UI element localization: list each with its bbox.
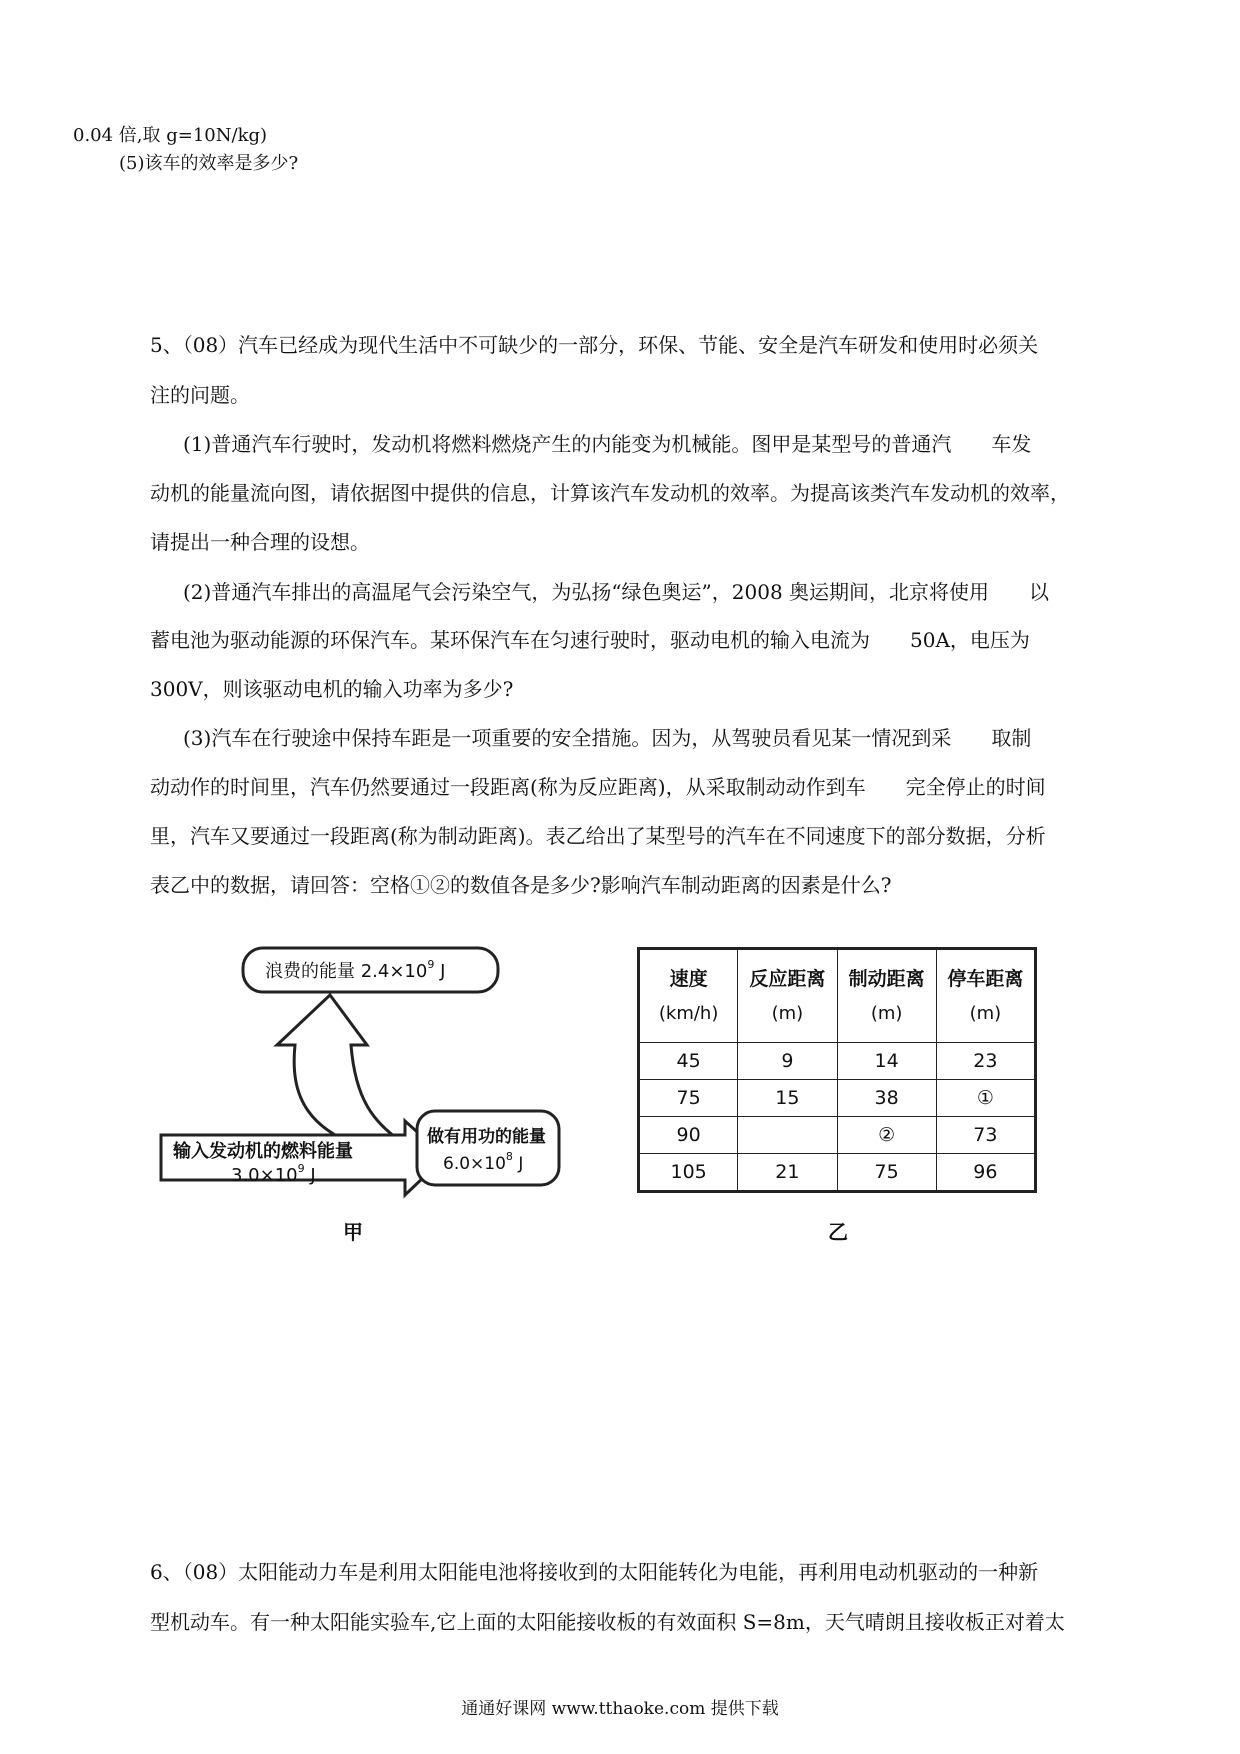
header-reaction-distance <box>738 949 837 1043</box>
input-energy-value: $3.0\times 10^9$ J <box>231 1162 316 1186</box>
table-cell: 90 <box>639 1117 738 1154</box>
question-5-part-3-line-4: 表乙中的数据，请回答：空格①②的数值各是多少?影响汽车制动距离的因素是什么? <box>150 873 892 897</box>
header-unit: (m) <box>870 1002 903 1024</box>
table-cell: 75 <box>639 1080 738 1117</box>
question-5-part-3-line-3: 里，汽车又要通过一段距离(称为制动距离)。表乙给出了某型号的汽车在不同速度下的部分数据，分析 <box>150 824 1046 848</box>
figure-jia-caption: 甲 <box>343 1220 363 1244</box>
table-header-row <box>639 949 1036 1043</box>
table-row <box>639 1080 1036 1117</box>
header-braking-distance <box>837 949 936 1043</box>
question-5-part-2-line-1: (2)普通汽车排出的高温尾气会污染空气，为弘扬“绿色奥运”，2008 奥运期间，北京将使用 以 <box>183 580 1050 604</box>
header-name: 停车距离 <box>947 967 1024 990</box>
table-cell: 73 <box>936 1117 1035 1154</box>
table-row <box>639 1154 1036 1192</box>
question-5-part-1-line-1: (1)普通汽车行驶时，发动机将燃料燃烧产生的内能变为机械能。图甲是某型号的普通汽 车发 <box>183 432 1032 456</box>
input-energy-label: 输入发动机的燃料能量 <box>173 1141 353 1162</box>
header-speed <box>639 949 738 1043</box>
question-5-part-3-line-1: (3)汽车在行驶途中保持车距是一项重要的安全措施。因为，从驾驶员看见某一情况到采 取制 <box>183 726 1032 750</box>
energy-flow-diagram <box>155 945 625 1235</box>
question-5-line-1: 5、（08）汽车已经成为现代生活中不可缺少的一部分，环保、节能、安全是汽车研发和使用时必须关 <box>150 333 1039 357</box>
line-continuation: 0.04 倍,取 g=10N/kg) <box>73 125 268 146</box>
table-cell <box>738 1117 837 1154</box>
question-6-line-1: 6、（08）太阳能动力车是利用太阳能电池将接收到的太阳能转化为电能，再利用电动机驱动的一种新 <box>150 1560 1039 1584</box>
question-5-part-3-line-2: 动动作的时间里，汽车仍然要通过一段距离(称为反应距离)，从采取制动动作到车 完全停止的时间 <box>150 775 1046 799</box>
table-cell: 15 <box>738 1080 837 1117</box>
table-cell: 23 <box>936 1043 1035 1080</box>
table-cell: 75 <box>837 1154 936 1192</box>
waste-energy-label: 浪费的能量 $2.4\times 10^9$ J <box>265 958 446 982</box>
table-cell: ② <box>837 1117 936 1154</box>
table-cell: ① <box>936 1080 1035 1117</box>
table-cell: 38 <box>837 1080 936 1117</box>
question-4-part-5: (5)该车的效率是多少? <box>119 153 299 174</box>
page-footer: 通通好课网 www.tthaoke.com 提供下载 <box>461 1699 779 1719</box>
braking-data-table <box>637 947 1037 1193</box>
table-cell: 21 <box>738 1154 837 1192</box>
question-6-line-2: 型机动车。有一种太阳能实验车,它上面的太阳能接收板的有效面积 S=8m，天气晴朗且接收板正对着太 <box>150 1610 1065 1634</box>
table-cell: 105 <box>639 1154 738 1192</box>
table-cell: 45 <box>639 1043 738 1080</box>
header-name: 反应距离 <box>749 967 826 990</box>
question-5-part-1-line-3: 请提出一种合理的设想。 <box>150 530 370 554</box>
header-unit: (km/h) <box>658 1002 719 1024</box>
table-row <box>639 1117 1036 1154</box>
useful-work-label: 做有用功的能量 <box>427 1127 546 1147</box>
question-5-part-2-line-2: 蓄电池为驱动能源的环保汽车。某环保汽车在匀速行驶时，驱动电机的输入电流为 50A，电压为 <box>150 628 1030 652</box>
header-name: 速度 <box>669 967 708 990</box>
table-cell: 14 <box>837 1043 936 1080</box>
header-unit: (m) <box>969 1002 1002 1024</box>
header-unit: (m) <box>771 1002 804 1024</box>
question-5-part-2-line-3: 300V，则该驱动电机的输入功率为多少? <box>150 677 514 701</box>
table-cell: 9 <box>738 1043 837 1080</box>
waste-arrow <box>277 995 415 1155</box>
useful-work-value: $6.0\times 10^8$ J <box>443 1150 524 1174</box>
table-cell: 96 <box>936 1154 1035 1192</box>
question-5-line-2: 注的问题。 <box>150 383 250 407</box>
header-name: 制动距离 <box>848 967 925 990</box>
table-row <box>639 1043 1036 1080</box>
question-5-part-1-line-2: 动机的能量流向图，请依据图中提供的信息，计算该汽车发动机的效率。为提高该类汽车发动机的效率， <box>150 481 1070 505</box>
header-stopping-distance <box>936 949 1035 1043</box>
table-yi-caption: 乙 <box>828 1220 848 1244</box>
